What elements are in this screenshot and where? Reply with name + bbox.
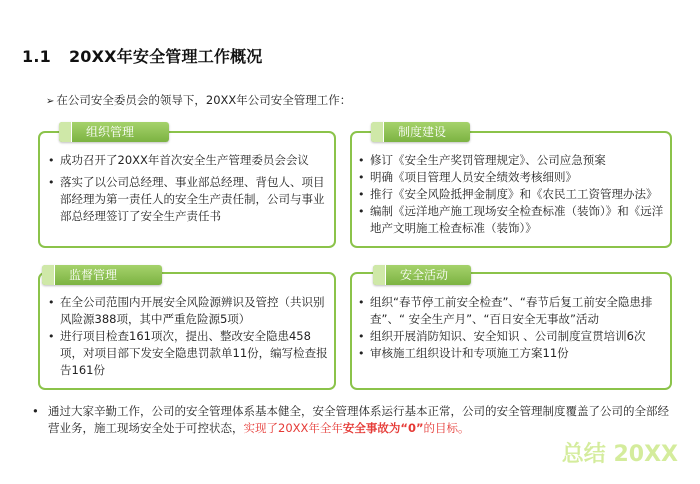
- list-item: • 编制《远洋地产施工现场安全检查标准（装饰）》和《远洋地产文明施工检查标准（装饰）》: [356, 203, 664, 237]
- list-item: • 成功召开了20XX年首次安全生产管理委员会会议: [46, 152, 326, 169]
- activities-list: [356, 294, 668, 362]
- list-item: • 在全公司范围内开展安全风险源辨识及管控（共识别风险源388项，其中严重危险源5项）: [46, 294, 328, 328]
- org-list: [46, 152, 326, 225]
- supervision-tab: [42, 265, 162, 285]
- watermark-text: 总结 20XX: [561, 442, 678, 467]
- section-title: 20XX年安全管理工作概况: [68, 47, 263, 66]
- summary-highlight: 实现了20XX年全年安全事故为“0”的目标。: [243, 421, 470, 435]
- activities-tab-label: 安全活动: [400, 268, 449, 282]
- supervision-tab-label: 监督管理: [69, 268, 118, 282]
- system-list: [356, 152, 664, 237]
- zero-accident-emphasis: 安全事故为“0”: [342, 421, 424, 435]
- intro-line: [46, 92, 351, 108]
- list-item: • 组织开展消防知识、安全知识 、公司制度宣贯培训6次: [356, 328, 668, 345]
- system-tab-label: 制度建设: [398, 125, 447, 139]
- list-item: • 推行《安全风险抵押金制度》和《农民工工资管理办法》: [356, 186, 664, 203]
- section-number: 1.1: [22, 47, 51, 66]
- summary-text: 通过大家辛勤工作，公司的安全管理体系基本健全，安全管理体系运行基本正常，公司的安全管理制度覆盖了公司的全部经营业务，施工现场安全处于可控状态，: [48, 404, 669, 435]
- supervision-list: [46, 294, 328, 379]
- arrow-bullet-icon: ➢: [46, 96, 55, 107]
- list-item: • 组织“春节停工前安全检查”、“春节后复工前安全隐患排查”、“ 安全生产月”、“百日安全无事故”活动: [356, 294, 668, 328]
- list-item: • 审核施工组织设计和专项施工方案11份: [356, 345, 668, 362]
- list-item: • 修订《安全生产奖罚管理规定》、公司应急预案: [356, 152, 664, 169]
- list-item: • 进行项目检查161项次，提出、整改安全隐患458项，对项目部下发安全隐患罚款单11份，编写检查报告161份: [46, 328, 328, 379]
- list-item: • 落实了以公司总经理、事业部总经理、背包人、项目部经理为第一责任人的安全生产责任制，公司与事业部总经理签订了安全生产责任书: [46, 174, 326, 225]
- activities-tab: [373, 265, 471, 285]
- org-tab: [59, 122, 169, 142]
- page-title: [22, 44, 263, 67]
- intro-text: 在公司安全委员会的领导下，20XX年公司安全管理工作：: [56, 93, 352, 107]
- summary-bullet: •: [32, 404, 39, 418]
- system-tab: [371, 122, 470, 142]
- org-tab-label: 组织管理: [86, 125, 135, 139]
- list-item: • 明确《项目管理人员安全绩效考核细则》: [356, 169, 664, 186]
- summary-paragraph: [32, 403, 672, 437]
